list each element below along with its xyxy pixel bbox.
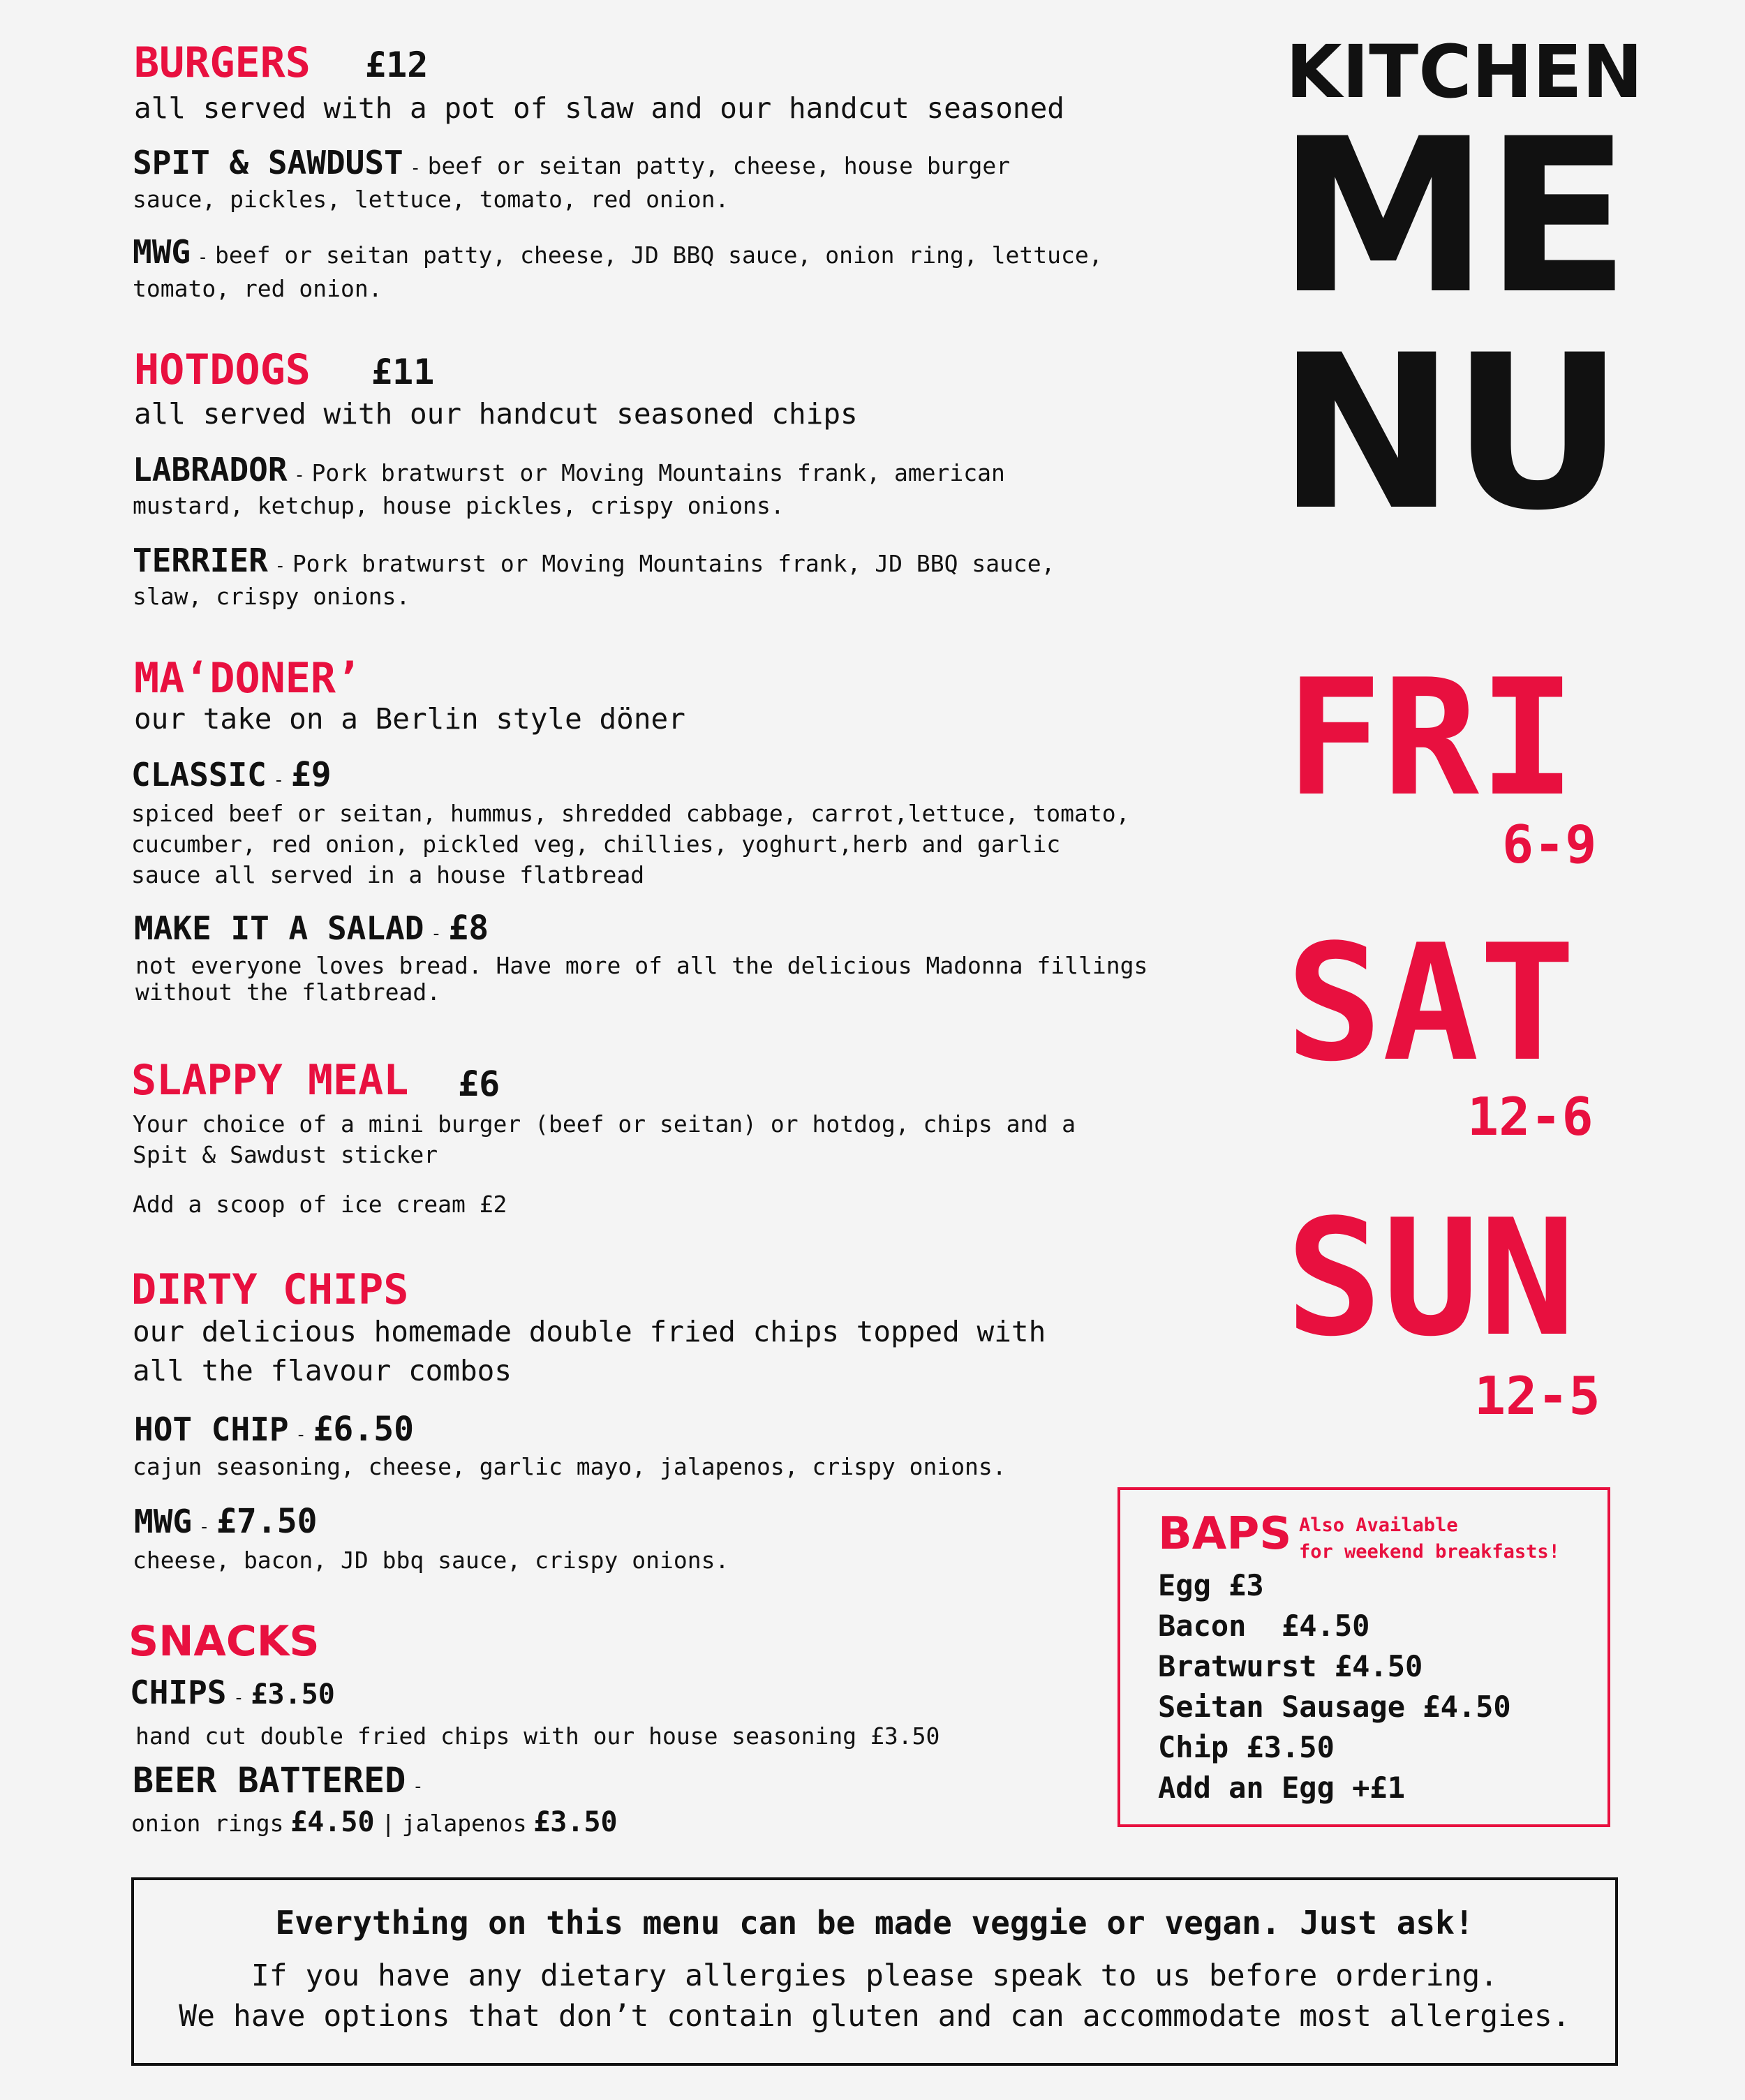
hours-sun: 12-5 [1474, 1365, 1601, 1427]
item-desc-cont: tomato, red onion. [133, 275, 383, 302]
slappy-price: £6 [458, 1064, 500, 1104]
item-dash: - [295, 1424, 306, 1445]
hours-fri: 6-9 [1502, 814, 1597, 875]
item-price: £3.50 [533, 1806, 618, 1838]
item-dash: - [273, 770, 285, 791]
item-dash: - [197, 247, 209, 268]
baps-item: Add an Egg +£1 [1158, 1771, 1406, 1805]
madoner-heading: MA‘DONER’ [134, 654, 362, 703]
dirty-chips-heading: DIRTY CHIPS [131, 1265, 409, 1314]
baps-item: Chip £3.50 [1158, 1730, 1335, 1764]
day-fri: FRI [1286, 646, 1576, 832]
baps-note-line: Also Available [1299, 1514, 1458, 1536]
menu-item-salad [134, 909, 489, 948]
baps-item: Egg £3 [1158, 1568, 1264, 1602]
menu-item-mwg-burger [133, 233, 1103, 271]
menu-item-spit-sawdust [133, 144, 1010, 181]
item-dash: - [294, 465, 305, 486]
slappy-heading: SLAPPY MEAL [131, 1056, 409, 1105]
item-label: onion rings [131, 1810, 284, 1837]
day-sat: SAT [1286, 911, 1576, 1097]
menu-item-classic [131, 755, 332, 794]
dirty-chips-subtitle: our delicious homemade double fried chips topped with [133, 1315, 1046, 1348]
item-desc-cont: slaw, crispy onions. [133, 583, 410, 610]
item-desc-cont: mustard, ketchup, house pickles, crispy onions. [133, 492, 785, 519]
menu-item-terrier [133, 542, 1055, 579]
item-name: HOT CHIP [134, 1410, 289, 1448]
item-price: £3.50 [251, 1678, 335, 1711]
slappy-extra: Add a scoop of ice cream £2 [133, 1191, 507, 1218]
hours-sat: 12-6 [1467, 1086, 1594, 1147]
item-dash: - [410, 158, 422, 179]
footer-allergy-note: If you have any dietary allergies please speak to us before ordering. [251, 1958, 1499, 1993]
item-price: £8 [448, 909, 489, 948]
menu-item-labrador [133, 451, 1005, 489]
item-dash: - [274, 556, 286, 576]
snacks-heading: SNACKS [128, 1617, 320, 1666]
dirty-chips-subtitle: all the flavour combos [133, 1354, 512, 1387]
baps-box [1117, 1487, 1610, 1827]
baps-heading: BAPS [1158, 1508, 1292, 1560]
item-desc: spiced beef or seitan, hummus, shredded cabbage, carrot,lettuce, tomato, [131, 800, 1130, 827]
item-desc: Pork bratwurst or Moving Mountains frank, JD BBQ sauce, [292, 550, 1055, 577]
item-dash: - [412, 1776, 424, 1797]
burgers-price: £12 [365, 45, 429, 85]
title-menu-me: ME [1277, 93, 1626, 341]
item-price: £9 [290, 755, 332, 794]
footer-box [131, 1877, 1618, 2066]
item-desc: beef or seitan patty, cheese, JD BBQ sauce, onion ring, lettuce, [215, 241, 1103, 269]
footer-gluten-note: We have options that don’t contain gluten and can accommodate most allergies. [179, 1999, 1570, 2034]
burgers-subtitle: all served with a pot of slaw and our handcut seasoned [134, 91, 1064, 125]
item-price: £6.50 [313, 1410, 414, 1449]
menu-item-mwg-chips [134, 1502, 318, 1541]
menu-item-beer-battered [133, 1760, 424, 1801]
item-desc: cheese, bacon, JD bbq sauce, crispy onions. [133, 1547, 729, 1574]
day-sun: SUN [1286, 1186, 1576, 1372]
item-name: MAKE IT A SALAD [134, 909, 424, 947]
item-price: £7.50 [216, 1502, 318, 1541]
item-desc: hand cut double fried chips with our house seasoning £3.50 [135, 1722, 940, 1750]
item-dash: - [431, 923, 442, 944]
item-desc: without the flatbread. [135, 978, 441, 1006]
burgers-heading: BURGERS [134, 38, 311, 87]
hotdogs-price: £11 [371, 352, 435, 392]
item-desc: sauce all served in a house flatbread [131, 861, 645, 888]
baps-item: Seitan Sausage £4.50 [1158, 1690, 1511, 1724]
item-desc: beef or seitan patty, cheese, house burger [427, 152, 1011, 179]
baps-list [1158, 1565, 1511, 1808]
item-name: CHIPS [130, 1674, 227, 1711]
separator: | [381, 1810, 396, 1837]
item-name: MWG [134, 1503, 193, 1540]
item-label: jalapenos [401, 1810, 527, 1837]
item-name: TERRIER [133, 542, 268, 579]
item-desc: cucumber, red onion, pickled veg, chillies, yoghurt,herb and garlic [131, 831, 1061, 858]
item-price: £4.50 [290, 1806, 375, 1838]
madoner-subtitle: our take on a Berlin style döner [134, 702, 685, 736]
item-desc: Pork bratwurst or Moving Mountains frank, american [311, 459, 1005, 486]
baps-item: Bacon £4.50 [1158, 1609, 1370, 1643]
item-name: LABRADOR [133, 451, 288, 489]
item-desc: cajun seasoning, cheese, garlic mayo, jalapenos, crispy onions. [133, 1453, 1007, 1480]
item-dash: - [233, 1688, 244, 1708]
title-menu-nu: NU [1277, 309, 1620, 557]
menu-item-chips [130, 1674, 335, 1711]
beer-battered-prices [131, 1806, 618, 1839]
item-name: MWG [133, 233, 191, 271]
menu-item-hot-chip [134, 1410, 414, 1449]
baps-item: Bratwurst £4.50 [1158, 1649, 1423, 1683]
item-desc: not everyone loves bread. Have more of all the delicious Madonna fillings [135, 952, 1148, 979]
item-desc-cont: sauce, pickles, lettuce, tomato, red onion. [133, 186, 729, 213]
hotdogs-heading: HOTDOGS [134, 345, 311, 394]
title-kitchen: KITCHEN [1286, 29, 1643, 114]
hotdogs-subtitle: all served with our handcut seasoned chips [134, 397, 858, 431]
item-name: SPIT & SAWDUST [133, 144, 403, 181]
slappy-desc: Your choice of a mini burger (beef or seitan) or hotdog, chips and a [133, 1110, 1076, 1138]
baps-note [1299, 1512, 1560, 1565]
item-name: CLASSIC [131, 756, 267, 794]
baps-note-line: for weekend breakfasts! [1299, 1541, 1560, 1563]
slappy-desc: Spit & Sawdust sticker [133, 1141, 438, 1168]
item-dash: - [198, 1517, 210, 1537]
footer-veggie-note: Everything on this menu can be made veggie or vegan. Just ask! [275, 1904, 1474, 1942]
item-name: BEER BATTERED [133, 1760, 406, 1801]
